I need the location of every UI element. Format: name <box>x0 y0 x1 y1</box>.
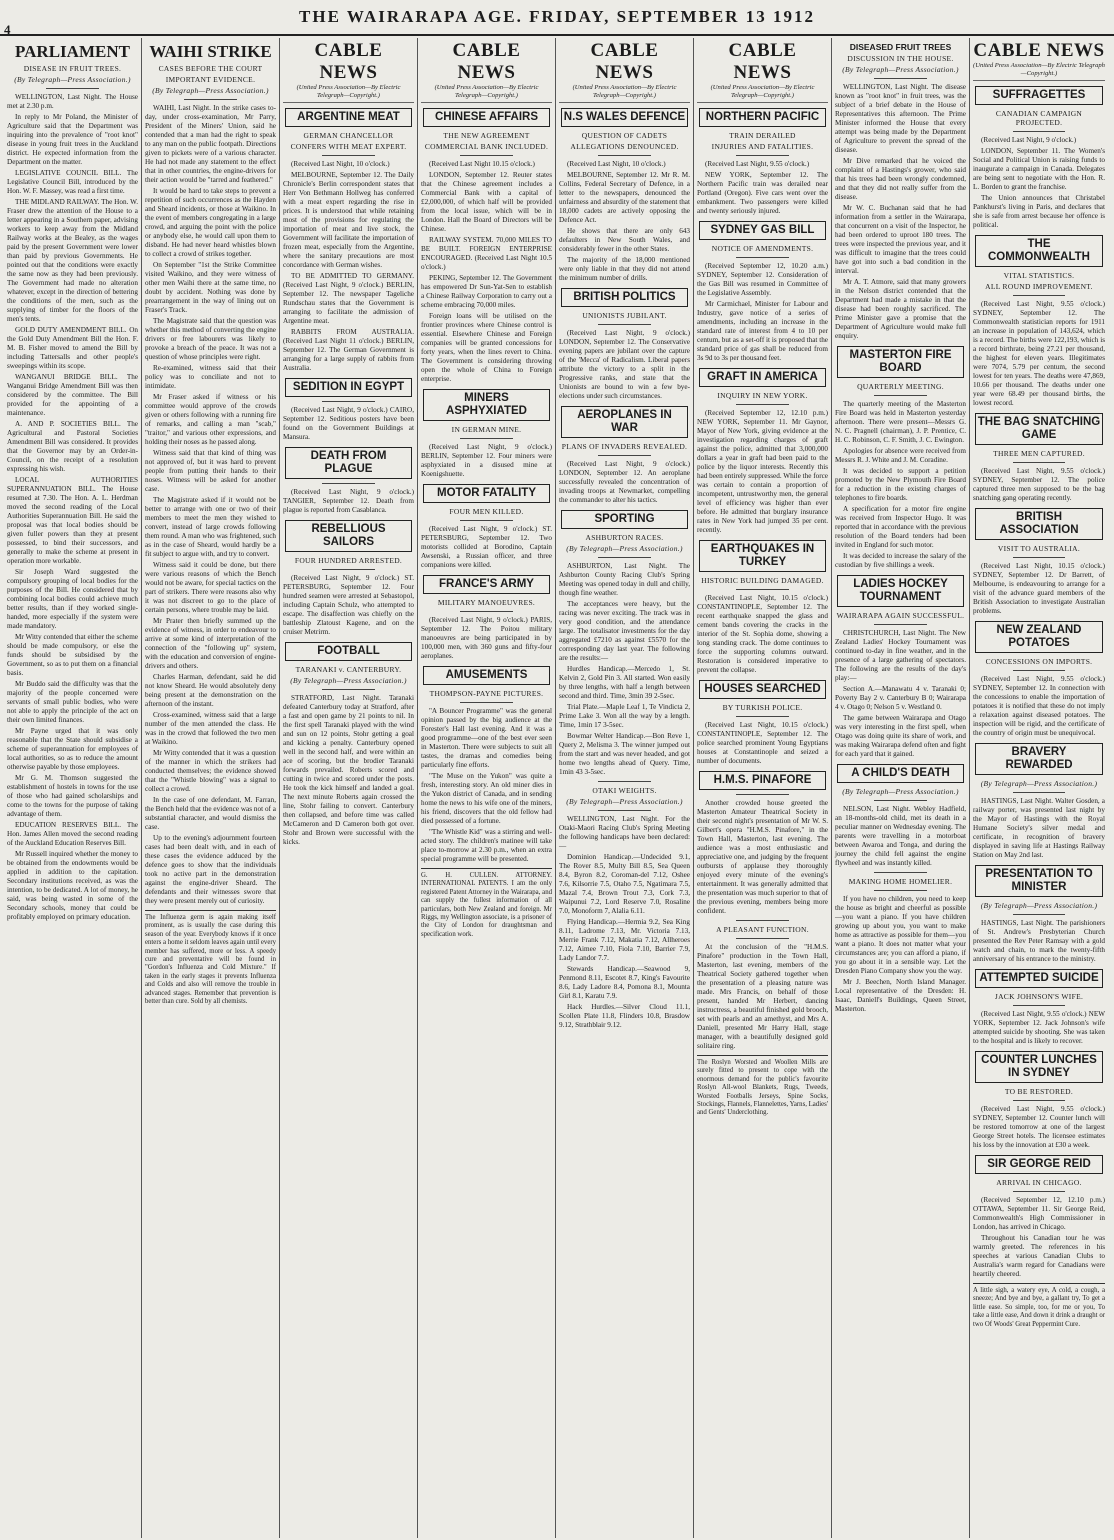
article-paragraph: MELBOURNE, September 12. Mr R. M. Collins, Federal Secretary of Defence, in a letter to the newspapers, denounced the unfairness and absurdity of the statement that 18,000 cadets are actively opposing the Defence Act. <box>559 171 690 224</box>
article-paragraph: Mr Fraser asked if witness or his committee would approve of the crowds given or others following with a running fire of remarks, and calling a man "scab," "traitor," and various other expressions, and holding their noses as he passed along. <box>145 393 276 446</box>
article-paragraph: (Received Last Night, 10 o'clock.) <box>291 160 390 168</box>
article-subheading: TARANAKI v. CANTERBURY. <box>295 665 402 674</box>
article-subheading: ALL ROUND IMPROVEMENT. <box>985 282 1093 291</box>
article-subheading: QUARTERLY MEETING. <box>857 382 944 391</box>
column-7 <box>832 38 970 1538</box>
article-heading: DISEASED FRUIT TREES <box>849 42 952 52</box>
article-paragraph: In reply to Mr Poland, the Minister of Agriculture said that the Department was inquiring into the prevalence of "root knot" disease in young fruit trees in the Auckland district. He expected information from the Department on the matter. <box>7 113 138 166</box>
article-headline: N.S WALES DEFENCE <box>561 108 688 127</box>
article-paragraph: It would be hard to take steps to prevent a repetition of such occurrences as the Hayden and Sheard incidents, or those at Waikino. In the event of members congregating in a large crowd, and arguing the point with the police or anybody else, he would call upon them to disband. He had never heard whistles blown to collect a crowd of strikes together. <box>145 187 276 258</box>
article-paragraph: "A Bouncer Programme" was the general opinion passed by the big audience at the Forester's Hall last evening. And it was a good programme—one of the best ever seen in Masterton. There were subjects to suit all tastes, the dramas and comedies being particularly fine efforts. <box>421 707 552 769</box>
article-paragraph: (Received September 12, 12.10 p.m.) OTTAWA, September 11. Sir George Reid, Commonwealth's High Commissioner in London, has arrived in Chicago. <box>973 1196 1105 1231</box>
article-subheading: PLANS OF INVADERS REVEALED. <box>561 442 688 451</box>
article <box>283 447 414 515</box>
article-subheading: DISCUSSION IN THE HOUSE. <box>847 54 954 63</box>
article-paragraph: (Received Last Night, 9 o'clock.) LONDON, September 12. An aeroplane successfully revealed the concentration of invading troops at Newmarket, compelling the commander to alter his tactics. <box>559 460 690 504</box>
article-subheading: CONCESSIONS ON IMPORTS. <box>985 657 1093 666</box>
article-subheading: JACK JOHNSON'S WIFE. <box>994 992 1084 1001</box>
article-paragraph: Mr Carmichael, Minister for Labour and Industry, gave notice of a series of amendments, including an increase in the standard rate of interest from 4 to 10 per centum, but as a set-off it is proposed that the standard price of gas shall be reduced from 3s 9d to 3s per thousand feet. <box>697 300 828 362</box>
masthead <box>0 0 1114 36</box>
article-headline: ATTEMPTED SUICIDE <box>975 969 1103 988</box>
divider <box>874 78 926 79</box>
article-paragraph: On September "1st the Strike Committee visited Waikino, and they were witness of other men Waihi there at the same time, no doubt by accident. Nothing was done by prearrangement in the way of lining out on Fraser's Track. <box>145 261 276 314</box>
column-6 <box>694 38 832 1538</box>
article-paragraph: STRATFORD, Last Night. Taranaki defeated Canterbury today at Stratford, after a fast and open game by 21 points to nil. In the first spell Taranaki played with the wind and sun on 12 points, Stohr getting a goal and kicking a penalty. Canterbury opened well in the second half, and were within an ace of scoring, but the brodier Taranaki forwards prevailed. Roberts scored and cutting in twice and scored under the posts. He took the kick himself and landed a goal. The next minute Roberts again crossed the line, Stohr failing to convert. Canterbury then collapsed, and before time was called McCameron and D Cameron both got over. Stohr and Brown were successful with the kicks. <box>283 694 414 846</box>
article-paragraph: (Received Last Night, 9 o'clock.) <box>981 136 1077 144</box>
article-paragraph: Mr Witty contended that it was a question of the manner in which the strikers had conducted themselves; the evidence showed that the "Whistle blowing" was a signal to collect a crowd. <box>145 749 276 793</box>
article <box>835 346 966 570</box>
article <box>835 575 966 759</box>
article-subheading: DISEASE IN FRUIT TREES. <box>23 64 122 73</box>
article-paragraph: (Received Last Night, 10.15 o'clock.) CONSTANTINOPLE, September 12. The police searched prominent Young Egyptians houses at Constantinople and seized a number of documents. <box>697 721 828 765</box>
article-headline: LADIES HOCKEY TOURNAMENT <box>837 575 964 607</box>
article-paragraph: EDUCATION RESERVES BILL. The Hon. James Allen moved the second reading of the Auckland Education Reserves Bill. <box>7 821 138 847</box>
article <box>421 575 552 661</box>
press-association-line: (By Telegraph—Press Association.) <box>290 676 407 685</box>
article-paragraph: (Received Last Night, 10 o'clock.) <box>567 160 666 168</box>
divider <box>598 155 650 156</box>
article-paragraph: WELLINGTON, Last Night. For the Otaki-Maori Racing Club's Spring Meeting the following handicaps have been declared:— <box>559 815 690 850</box>
column-1 <box>4 38 142 1538</box>
article <box>283 378 414 442</box>
article-subheading: IN GERMAN MINE. <box>451 425 522 434</box>
article-paragraph: Hack Hurdles.—Silver Cloud 11.1, Scollen Plate 11.8, Flinders 10.8, Brasdow 9.12, Strathblair 9.12. <box>559 1003 690 1029</box>
article <box>973 235 1105 408</box>
divider <box>598 557 650 558</box>
article-paragraph: A. AND P. SOCIETIES BILL. The Agricultural and Pastoral Societies Amendment Bill was considered. It provides that the Governor may by an Order-in-Council, on the receipt of a resolution expressing his wish. <box>7 420 138 473</box>
article-paragraph: Stewards Handicap.—Seawood 9, Penmond 8.11, Escotet 8.7, King's Favourite 8.6, Lady Ladore 8.4, Pomona 8.1, Mounta Girl 8.1, Karatu 7.9. <box>559 965 690 1000</box>
article-subheading: WAIRARAPA AGAIN SUCCESSFUL. <box>836 611 965 620</box>
article-subheading: IMPORTANT EVIDENCE. <box>165 75 256 84</box>
newspaper-title: THE WAIRARAPA AGE. FRIDAY, SEPTEMBER 13 1912 <box>299 7 815 26</box>
article-paragraph: HASTINGS, Last Night. Walter Gosden, a railway porter, was presented last night by the Mayor of Hastings with the Royal Humane Society's silver medal and certificate, in recognition of bravery displayed in saving life at Hastings Railway Station on May 2nd last. <box>973 797 1105 859</box>
article-headline: NORTHERN PACIFIC <box>699 108 826 127</box>
divider <box>874 890 926 891</box>
article-paragraph: It was decided to support a petition promoted by the New Plymouth Fire Board for a reduction in the existing charges of telephones to fire boards. <box>835 467 966 502</box>
article-paragraph: WELLINGTON, Last Night. The House met at 2.30 p.m. <box>7 93 138 110</box>
press-association-line: (By Telegraph—Press Association.) <box>152 86 269 95</box>
article-paragraph: The majority of the 18,000 mentioned were only liable in that they did not attend the minimum number of drills. <box>559 256 690 282</box>
advertisement: A little sigh, a watery eye, A cold, a cough, a sneeze; And bye and bye, a gallant try, To get a little ease. So simple, too, for me or you, To take a little ease, And down it drink a draught or two Of Woods' Great Peppermint Cure. <box>973 1283 1105 1329</box>
article-headline: DEATH FROM PLAGUE <box>285 447 412 479</box>
article-headline: BRAVERY REWARDED <box>975 743 1103 775</box>
article-subheading: ARRIVAL IN CHICAGO. <box>996 1178 1082 1187</box>
article-subheading: HISTORIC BUILDING DAMAGED. <box>701 576 824 585</box>
divider <box>1013 295 1066 296</box>
article-paragraph: Another crowded house greeted the Masterton Amateur Theatrical Society in their second night's presentation of Mr W. S. Gilbert's opera "H.M.S. Pinafore," in the Town Hall, Masterton, last evening. The audience was a most enthusiastic and appreciative one, and judging by the frequent outbursts of applause they thoroughly enjoyed every minute of the evening's entertainment. It was generally admitted that the presentation was much superior to that of the previous evening, members being more confident. <box>697 799 828 915</box>
divider <box>1013 1191 1066 1192</box>
article-paragraph: LEGISLATIVE COUNCIL BILL. The Legislative Council Bill, introduced by the Hon. W. F. Massey, was read a first time. <box>7 169 138 195</box>
article-paragraph: Section A.—Manawatu 4 v. Taranaki 0; Poverty Bay 2 v. Canterbury B 0; Wairarapa 4 v. Otago 0; Nelson 5 v. Westland 0. <box>835 685 966 711</box>
article-paragraph: "The Muse on the Yukon" was quite a fresh, interesting story. An old miner dies in the Yukon district of Canada, and in sending home the news to his wife one of the miners, his friend, discovers that the old fellow had died possessed of a fortune. <box>421 772 552 825</box>
article-headline: THE BAG SNATCHING GAME <box>975 413 1103 445</box>
article-paragraph: Re-examined, witness said that their policy was to conciliate and not to intimidate. <box>145 364 276 390</box>
article-paragraph: HASTINGS, Last Night. The parishioners of St. Andrew's Presbyterian Church presented the Rev Peter Ramsay with a gold watch and chain, to mark the twenty-fifth anniversary of his entrance to the ministry. <box>973 919 1105 963</box>
divider <box>736 920 788 921</box>
article-paragraph: Apologies for absence were received from Messrs R. J. White and J. M. Coradine. <box>835 447 966 464</box>
article-subheading: NOTICE OF AMENDMENTS. <box>711 244 814 253</box>
article-paragraph: Mr Dive remarked that he voiced the complaint of a Hastings's grower, who said that his trees had been wrongly condemned, and that they did not really suffer from the disease. <box>835 157 966 201</box>
divider <box>736 155 788 156</box>
article-heading: CABLE NEWS <box>452 40 521 83</box>
article <box>559 406 690 505</box>
article-paragraph: LONDON, September 12. Reuter states that the Chinese agreement includes a Commercial Bank with a capital of £2,000,000, of which half will be provided from the local issue, which will be in London. Hall the Board of Directors will be Chinese. <box>421 171 552 233</box>
article-paragraph: TO BE ADMITTED TO GERMANY. (Received Last Night, 9 o'clock.) BERLIN, September 12. The newspaper Tageliche Rundschau states that the Government is arranging to facilitate the admission of Argentine meat. <box>283 272 414 325</box>
column-2 <box>142 38 280 1538</box>
article-subheading: MAKING HOME HOMELIER. <box>848 877 953 886</box>
article-paragraph: (Received Last Night, 10.15 o'clock.) CONSTANTINOPLE, September 12. The recent earthquake snapped the glass and cement bands covering the cracks in the interior of the St. Sophia dome, showing a long standing crack. The dome continues to force the supporting columns outward. Restoration is considered imperative to prevent the collapse. <box>697 594 828 674</box>
article-heading: PARLIAMENT <box>15 42 130 61</box>
article-paragraph: If you have no children, you need to keep the house as bright and cheerful as possible—you want a piano. If you have children growing up about you, you want to make home as attractive as possible for them—you want a piano. It does not matter what your circumstances are; you can afford a piano, if you go about it in a sensible way. Let the Dresden Piano Company show you the way. <box>835 895 966 975</box>
article <box>973 508 1105 616</box>
article-headline: AEROPLANES IN WAR <box>561 406 688 438</box>
article-paragraph: GOLD DUTY AMENDMENT BILL. On the Gold Duty Amendment Bill the Hon. F. M. B. Fisher moved to amend the Bill by including Tattersalls and other people's sweepings within its scope. <box>7 326 138 370</box>
article-headline: MINERS ASPHYXIATED <box>423 389 550 421</box>
divider <box>1013 557 1066 558</box>
article-paragraph: Bowmar Welter Handicap.—Bon Reve 1, Query 2, Melisma 3. The winner jumped out from the start and was never headed, and got home two lengths ahead of Query. Time, 1min 43 3-5sec. <box>559 732 690 776</box>
divider <box>460 702 512 703</box>
article-paragraph: In the case of one defendant, M. Farran, the Bench held that the evidence was not of a substantial character, and would dismiss the case. <box>145 796 276 831</box>
article-paragraph: RAILWAY SYSTEM. 70,000 MILES TO BE BUILT. FOREIGN ENTERPRISE ENCOURAGED. (Received Last Night 10.5 o'clock.) <box>421 236 552 271</box>
article <box>835 872 966 1014</box>
article <box>973 1051 1105 1150</box>
article-paragraph: (Received Last Night, 9.55 o'clock.) <box>705 160 810 168</box>
divider <box>322 155 374 156</box>
article-subheading: CONFERS WITH MEAT EXPERT. <box>290 142 407 151</box>
divider <box>184 99 236 100</box>
article-headline: SEDITION IN EGYPT <box>285 378 412 397</box>
article-heading: WAIHI STRIKE <box>149 42 272 61</box>
article-headline: AMUSEMENTS <box>423 666 550 685</box>
article <box>835 764 966 868</box>
article-paragraph: (Received Last Night, 9 o'clock.) CAIRO, September 12. Seditious posters have been found on the Government Buildings at Mansura. <box>283 406 414 441</box>
article-headline: BRITISH POLITICS <box>561 288 688 307</box>
article-subheading: CANADIAN CAMPAIGN PROJECTED. <box>995 109 1083 127</box>
press-association-line: (United Press Association—By Electric Telegraph—Copyright.) <box>421 84 552 103</box>
press-association-line: (By Telegraph—Press Association.) <box>566 797 683 806</box>
divider <box>1013 131 1066 132</box>
article-subheading: TRAIN DERAILED <box>729 131 796 140</box>
advertisement: G. H. CULLEN. ATTORNEY. INTERNATIONAL PATENTS. I am the only registered Patent Attorney in the Wairarapa, and can supply the fullest information of all particulars, both New Zealand and foreign. Mr Riggs, my Wellington associate, is a prisoner of the City of London for draughtsman and specification work. <box>421 868 552 939</box>
article-subheading: UNIONISTS JUBILANT. <box>582 311 667 320</box>
article-paragraph: Mr J. Beechen, North Island Manager. Local representative of the Dresden: H. Isaac, Daniell's Buildings, Queen Street, Masterton. <box>835 978 966 1013</box>
divider <box>874 624 926 625</box>
article <box>697 920 828 1051</box>
article-subheading: VITAL STATISTICS. <box>1003 271 1075 280</box>
article-paragraph: (Received Last Night, 9.55 o'clock.) SYDNEY, September 12. In connection with the concessions to enable the importation of potatoes it is notified that these do not imply a relaxation against diseased potatoes. The inspection will be rigid, and the certificate of the country of origin must be unequivocal. <box>973 675 1105 737</box>
article-paragraph: Hurdles Handicap.—Mercedo 1, St. Kelvin 2, Gold Pin 3. All started. Won easily by three lengths, with half a length between second and third. Time, 3min 39 2-5sec. <box>559 665 690 700</box>
article-paragraph: Witness said that that kind of thing was not approved of, but it was hard to prevent people from putting their hands to their noses. Witness will be asked for another case. <box>145 449 276 493</box>
column-5 <box>556 38 694 1538</box>
column-3 <box>280 38 418 1538</box>
article-subheading: QUESTION OF CADETS <box>581 131 668 140</box>
column-8 <box>970 38 1108 1538</box>
advertisement: The Roslyn Worsted and Woollen Mills are surely fitted to present to cope with the enormous demand for the public's favourite Roslyn All-wool Blankets, Rugs, Tweeds, Worsted Footballs Jerseys, Spine Socks, Stockings, Flannels, Flannelettes, Yarns, Ladies' and Gents' Underclothing. <box>697 1055 828 1118</box>
article <box>697 680 828 766</box>
article-paragraph: The quarterly meeting of the Masterton Fire Board was held in Masterton yesterday afternoon. There were present—Messrs G. N. C. Pragnell (chairman), J. P. Prentice, C. H. C. Robinson, C. F. Smith, J. C. Ewington. <box>835 400 966 444</box>
article <box>421 666 552 864</box>
article-subheading: TO BE RESTORED. <box>1004 1087 1074 1096</box>
article <box>973 621 1105 738</box>
article-paragraph: (Received Last Night, 9 o'clock.) TANGIER, September 12. Death from plague is reported from Casablanca. <box>283 488 414 514</box>
article <box>421 389 552 479</box>
divider <box>1013 670 1066 671</box>
divider <box>874 800 926 801</box>
article <box>145 42 276 906</box>
press-association-line: (United Press Association—By Electric Telegraph—Copyright.) <box>697 84 828 103</box>
article-paragraph: Mr W. C. Buchanan said that he had information from a settler in the Wairarapa, that concurrent on a visit of the Inspector, he had been ordered to uproot 180 trees. The trees were inspected the previous year, and it was difficult to imagine that the trees could have got into such a bad condition in the interval. <box>835 204 966 275</box>
article-paragraph: Mr Buddo said the difficulty was that the majority of the people concerned were servants of small public bodies, who were not able to apply the principle of the act on their own limited finances. <box>7 680 138 724</box>
article-paragraph: The game between Wairarapa and Otago was very interesting in the first spell, when Otago was doing quite its share of work, and was making Wairarapa defend often and fight for each yard that it gained. <box>835 714 967 758</box>
article <box>283 642 414 847</box>
article-paragraph: MELBOURNE, September 12. The Daily Chronicle's Berlin correspondent states that Herr Von Bethmann Hollweg has conferred with a meat expert regarding the rise in prices. It is understood that while retaining most of the provisions for regulating the importation of meat and live stock, the Government will facilitate the importation of frozen meat, especially from the Argentine, where the sanitary precautions are most concordance with German wishes. <box>283 171 414 269</box>
article-paragraph: The Magistrate said that the question was whether this method of converting the engine drivers or free labourers was likely to provoke a breach of the peace. It was not a question of whose principles were right. <box>145 317 276 361</box>
article-subheading: FOUR MEN KILLED. <box>449 507 524 516</box>
article <box>973 1155 1105 1279</box>
newspaper-columns <box>4 38 1110 1538</box>
article-headline: SYDNEY GAS BILL <box>699 221 826 240</box>
article-paragraph: (Received Last Night, 9 o'clock.) LONDON, September 12. The Conservative evening papers are jubilant over the capture of the 'Mecca' of Radicalism. Liberal papers attribute the victory to a split in the Progressive ranks, and state that the Unionists are bound to win a few bye-elections under such circumstances. <box>559 329 690 400</box>
article <box>973 40 1105 230</box>
article-subheading: THOMPSON-PAYNE PICTURES. <box>429 689 544 698</box>
article-subheading: BY TURKISH POLICE. <box>722 703 803 712</box>
article-paragraph: NEW YORK, September 12. The Northern Pacific train was derailed near Portland (Oregon). Five cars went over the embankment. Two passengers were killed and twenty seriously injured. <box>697 171 828 215</box>
article-paragraph: Cross-examined, witness said that a large number of the men attended the class. He was in the crowd that followed the two men at Waikino. <box>145 711 276 746</box>
article-paragraph: (Received Last Night, 9.55 o'clock.) NEW YORK, September 12. Jack Johnson's wife attempted suicide by shooting. She was taken to the hospital and is likely to recover. <box>973 1010 1105 1045</box>
article-paragraph: Mr Payne urged that it was only reasonable that the State should subsidise a scheme of superannuation for employees of local authorities, so as to reduce the amount otherwise payable by those employees. <box>7 727 138 771</box>
article-paragraph: (Received Last Night, 9.55 o'clock.) SYDNEY, September 12. The police captured three men supposed to be the bag snatching gang operating recently. <box>973 467 1105 502</box>
press-association-line: (United Press Association—By Electric Telegraph—Copyright.) <box>559 84 690 103</box>
divider <box>736 589 788 590</box>
article-paragraph: (Received Last Night 10.15 o'clock.) <box>429 160 535 168</box>
divider <box>598 810 650 811</box>
article-paragraph: The acceptances were heavy, but the racing was never exciting. The track was in very good condition, and the attendance large. The totalisator investments for the day aggregated £7210 as against £5570 for the corresponding day last year. The following are the results:— <box>559 600 690 662</box>
article-headline: SPORTING <box>561 510 688 529</box>
article-paragraph: (Received September 12, 10.20 a.m.) SYDNEY, September 12. Consideration of the Gas Bill was resumed in Committee of the Legislative Assembly. <box>697 262 828 297</box>
article-paragraph: The Magistrate asked if it would not be better to arrange with one or two of their members to meet the men they wished to convert, instead of large crowds following them round. A man who was frightened, such as in the case of Sheard, would hardly be a fit subject to argue with, and try to convert. <box>145 496 276 558</box>
divider <box>874 395 926 396</box>
article-paragraph: Flying Handicap.—Hermia 9.2, Sea King 8.11, Ladrome 7.13, Mr. Victoria 7.13, Merrie Frank 7.12, Makatia 7.12, Allheroes 7.12, Aimee 7.10, Fiola 7.10, Barrier 7.9, Lady Landor 7.7. <box>559 918 690 962</box>
article-paragraph: Foreign loans will be utilised on the frontier provinces where Chinese control is essential. Elsewhere Chinese and Foreign companies will be granted concessions for forty years, when the lines revert to China. The Government is considering throwing open the whole of China to Foreign enterprise. <box>421 312 552 383</box>
article-paragraph: CHRISTCHURCH, Last Night. The New Zealand Ladies' Hockey Tournament was continued to-day in fine weather, and in the presence of a large gathering of spectators. The following are the results of the day's play:— <box>835 629 966 682</box>
article-paragraph: (Received Last Night, 9 o'clock.) PARIS, September 12. The Poitou military manoeuvres are being participated in by 100,000 men, with 360 guns and fifty-four aeroplanes. <box>421 616 552 660</box>
article-paragraph: RABBITS FROM AUSTRALIA. (Received Last Night 11 o'clock.) BERLIN, September 12. The German Government is arranging for a large supply of rabbits from Australia. <box>283 328 414 372</box>
article-headline: GRAFT IN AMERICA <box>699 368 826 387</box>
divider <box>736 938 788 939</box>
divider <box>46 88 98 89</box>
article-headline: REBELLIOUS SAILORS <box>285 520 412 552</box>
divider <box>1013 792 1066 793</box>
article-headline: ARGENTINE MEAT <box>285 108 412 127</box>
article <box>973 413 1105 503</box>
article-paragraph: WELLINGTON, Last Night. The disease known as "root knot" in fruit trees, was the subject of a brief debate in the House of Representatives this afternoon. The Prime Minister informed the House that every attempt was being made by the Department of Agriculture to prevent the spread of the disease. <box>835 83 966 154</box>
article-headline: FOOTBALL <box>285 642 412 661</box>
article-headline: H.M.S. PINAFORE <box>699 771 826 790</box>
article-headline: COUNTER LUNCHES IN SYDNEY <box>975 1051 1103 1083</box>
press-association-line: (United Press Association—By Electric Telegraph—Copyright.) <box>283 84 414 103</box>
article <box>973 969 1105 1046</box>
divider <box>322 689 374 690</box>
article-subheading: THREE MEN CAPTURED. <box>993 449 1085 458</box>
article-heading: CABLE NEWS <box>590 40 659 83</box>
article-paragraph: Charles Harman, defendant, said he did not know Sheard. He would absolutely deny being present at the demonstration on the afternoon of the instant. <box>145 673 276 708</box>
article <box>973 865 1105 964</box>
article-subheading: OTAKI WEIGHTS. <box>592 786 657 795</box>
article-heading: CABLE NEWS <box>728 40 797 83</box>
column-4 <box>418 38 556 1538</box>
article-paragraph: NELSON, Last Night. Webley Hadfield, an 18-months-old child, met its death in a peculiar manner on Wednesday evening. The parents were travelling in a motorboat between Awaroa and Tonga, and during the journey the child fell against the engine flywheel and was instantly killed. <box>835 805 966 867</box>
article-headline: PRESENTATION TO MINISTER <box>975 865 1103 897</box>
article-paragraph: (Received Last Night, 9 o'clock.) BERLIN, September 12. Four miners were asphyxiated in a disused mine at Koenigshuette. <box>421 443 552 478</box>
article-paragraph: (Received Last Night, 9.55 o'clock.) SYDNEY, September 12. The Commonwealth statistician reports for 1911 an increase in population of 143,624, which is a record. The births were 122,193, which is a record birthrate, being 27.21 per thousand, the highest for eleven years. Illegitimates were 7074, 5.79 per centum, the second lowest for ten years. The deaths were 47,869, 10.66 per thousand. The deaths under one year were 68.49 per thousand births, the lowest record. <box>973 300 1105 407</box>
article-subheading: THE NEW AGREEMENT <box>443 131 530 140</box>
divider <box>322 569 374 570</box>
divider <box>460 155 512 156</box>
divider <box>460 520 512 521</box>
press-association-line: (United Press Association—By Electric Telegraph—Copyright.) <box>973 62 1105 81</box>
divider <box>1013 462 1066 463</box>
article-paragraph: (Received Last Night, 9 o'clock.) ST. PETERSBURG, September 12. Four hundred seamen were arrested at Sebastopol, including Captain Schulz, who attempted to escape. The disaffection was chiefly on the battleship Zlatoust Kagene, and on the cruiser Metrirm. <box>283 574 414 636</box>
article-paragraph: A specification for a motor fire engine was received from Inspector Hugo. It was reported that in accordance with the previous resolution of the Board tenders had been invited in England for such motor. <box>835 505 966 549</box>
article-paragraph: LOCAL AUTHORITIES SUPERANNUATION BILL. The House resumed at 7.30. The Hon. A. L. Herdman moved the second reading of the Local Authorities Superannuation Bill. He said the proposal was that local bodies should be given fuller powers than they at present possessed, to bind their successors, and generally to make the scheme at present in operation more workable. <box>7 476 138 565</box>
article-paragraph: It was decided to increase the salary of the custodian by five shillings a week. <box>835 552 966 569</box>
article-headline: HOUSES SEARCHED <box>699 680 826 699</box>
article-paragraph: (Received September 12, 12.10 p.m.) NEW YORK, September 11. Mr Gaynor, Mayor of New York, giving evidence at the investigation regarding charges of graft against the police, admitted that 3,000,000 dollars a year in graft had been paid to the police by the liquor interests. Recently this had been entirely suppressed. While the force was certain to contain a proportion of incompetent, untrustworthy men, the general level of efficiency was higher than ever before. He admitted that burglary insurance rates in New York had jumped 35 per cent. recently. <box>697 409 828 534</box>
article <box>559 781 690 1030</box>
divider <box>460 438 512 439</box>
article-subheading: A PLEASANT FUNCTION. <box>716 925 809 934</box>
article <box>835 42 966 341</box>
article-paragraph: WANGANUI BRIDGE BILL. The Wanganui Bridge Amendment Bill was then considered by the committee. The Bill provided for the appointing of a maintenance. <box>7 373 138 417</box>
divider <box>736 716 788 717</box>
article <box>697 368 828 535</box>
divider <box>736 404 788 405</box>
article <box>283 40 414 373</box>
article-headline: A CHILD'S DEATH <box>837 764 964 783</box>
article-paragraph: Sir Joseph Ward suggested the compulsory grouping of local bodies for the purposes of the Bill. He considered that by combining local bodies could achieve much better results, than if they worked single-handed, more especially if the system were made mandatory. <box>7 568 138 630</box>
article <box>697 40 828 216</box>
article-paragraph: The Union announces that Christabel Pankhurst's living in Paris, and declares that she is safe from arrest because her offence is political. <box>973 194 1105 229</box>
article-paragraph: Trial Plate.—Maple Leaf 1, Te Vindicta 2, Prime Lake 3. Won all the way by a length. Time, 1min 17 3-5sec. <box>559 703 690 729</box>
article-subheading: FOUR HUNDRED ARRESTED. <box>294 556 403 565</box>
article-paragraph: Witness said it could be done, but there were various reasons of which the Bench would not be aware, for special tactics on the part of strikers. There were reasons also why it was not discreet to go to the place of certain persons, where trouble may be laid. <box>145 561 276 614</box>
divider <box>1013 914 1066 915</box>
article <box>421 484 552 570</box>
article <box>697 221 828 363</box>
divider <box>322 483 374 484</box>
article-paragraph: LONDON, September 11. The Women's Social and Political Union is raising funds to inaugurate a campaign in Canada. Delegates are being sent to negotiate with the Hon. R. L. Borden to grant the franchise. <box>973 147 1105 191</box>
divider <box>460 611 512 612</box>
divider <box>736 794 788 795</box>
article-paragraph: Up to the evening's adjournment fourteen cases had been dealt with, and in each of these cases the evidence adduced by the defence goes to show that the individuals took no active part in the demonstration against the engine-driver Sheard. The defendants and their witnesses swore that they were present merely out of curiosity. <box>145 834 276 905</box>
article-headline: MOTOR FATALITY <box>423 484 550 503</box>
article-paragraph: THE MIDLAND RAILWAY. The Hon. W. Fraser drew the attention of the House to a letter appearing in a Southern paper, advising workers to keep away from the Midland Railway works at the Bealey, as the wages paid by the present Government were lower than paid by previous Governments. He pointed out that the conditions were exactly the same now as they had been previously. The Government had made no alteration whatever, except in the direction of bettering the conditions of the men, such as the supplying of timber for the floors of the men's tents. <box>7 198 138 323</box>
article <box>559 288 690 401</box>
article-paragraph: WAIHI, Last Night. In the strike cases to-day, under cross-examination, Mr Parry, President of the Miners' Union, said he contended that a man had the right to speak to any man on the public footpath. Directions given to pickets were of a various character. He had not made any statement to the effect that in other countries, the engine-drivers for their action would be "tarred and feathered." <box>145 104 276 184</box>
press-association-line: (By Telegraph—Press Association.) <box>842 65 959 74</box>
article-headline: SUFFRAGETTES <box>975 86 1103 105</box>
article <box>559 40 690 283</box>
divider <box>1013 1100 1066 1101</box>
article-heading: CABLE NEWS <box>314 40 383 83</box>
article-headline: FRANCE'S ARMY <box>423 575 550 594</box>
article-headline: NEW ZEALAND POTATOES <box>975 621 1103 653</box>
article-subheading: VISIT TO AUSTRALIA. <box>997 544 1081 553</box>
article-heading: CABLE NEWS <box>973 40 1105 61</box>
article-paragraph: Mr Prater then briefly summed up the evidence of witness, in order to endeavour to arrive at some kind of interpretation of the connection of the "following up" system, with the education and conversion of engine-drivers and others. <box>145 617 276 670</box>
article-paragraph: "The Whistle Kid" was a stirring and well-acted story. The children's matinee will take place to-morrow at 2.30 p.m., when an extra special programme will be presented. <box>421 828 552 863</box>
article-paragraph: ASHBURTON, Last Night. The Ashburton County Racing Club's Spring Meeting was opened today in dull and chilly, though fine weather. <box>559 562 690 597</box>
article-paragraph: (Received Last Night, 9 o'clock.) ST. PETERSBURG, September 12. Two motorists collided at Borodino, Captain Awsenski, a Russian officer, and three companions were killed. <box>421 525 552 569</box>
article-paragraph: Mr Russell inquired whether the money to be obtained from the endowments would be applied in addition to the capitation. Secondary institutions received, as was the intention, to be dedicated. A lot of money, he said, was being wasted in some of the Secondary schools, money that could be profitably employed on primary education. <box>7 850 138 921</box>
article-headline: THE COMMONWEALTH <box>975 235 1103 267</box>
article-paragraph: Throughout his Canadian tour he was warmly greeted. The references in his speeches at various Canadian Clubs to Australia's warm regard for Canadians were heartily cheered. <box>973 1234 1105 1278</box>
press-association-line: (By Telegraph—Press Association.) <box>980 901 1098 910</box>
divider <box>322 401 374 402</box>
article-paragraph: Mr G. M. Thomson suggested the establishment of hostels in towns for the use of those who had gained scholarships and come to the towns for the purpose of taking advantage of them. <box>7 774 138 818</box>
press-association-line: (By Telegraph—Press Association.) <box>842 787 959 796</box>
article-headline: SIR GEORGE REID <box>975 1155 1103 1174</box>
article-paragraph: (Received Last Night, 10.15 o'clock.) SYDNEY, September 12. Dr Barrett, of Melbourne, is endeavouring to arrange for a visit of the advance guard members of the British Association to investigate Australian problems. <box>973 562 1105 615</box>
page-number: 4 <box>4 22 11 37</box>
article-paragraph: PEKING, September 12. The Government has empowered Dr Sun-Yat-Sen to establish a Chinese Railway Corporation to carry out a scheme embracing 70,000 miles. <box>421 274 552 309</box>
article-headline: EARTHQUAKES IN TURKEY <box>699 540 826 572</box>
article-subheading: ALLEGATIONS DENOUNCED. <box>570 142 679 151</box>
article-paragraph: At the conclusion of the "H.M.S. Pinafore" production in the Town Hall, Masterton, last evening, members of the Theatrical Society gathered together when the presentation of a pleasing nature was made. Mrs Francis, on behalf of those present, handed Mr Herbert, dancing instructress, a beautiful finished gold brooch, set with pearls and an amethyst, and Mrs A. Daniell, presented Mr Harry Hall, stage manager, with a beautifully designed gold solitaire ring. <box>697 943 828 1050</box>
article-paragraph: Dominion Handicap.—Undecided 9.1, The Rover 8.5, Multy Bill 8.5, Sea Queen 8.4, Byron 8.2, Coroman-del 7.12, Oshee 7.6, Kilsorrie 7.5, Otaho 7.5, Ngatimara 7.5, Mazal 7.4, Brown Trout 7.3, Cork 7.3, Waipunui 7.2, Lord Reserve 7.0, Rosaline 7.0, Monoform 7, Alalia 6.11. <box>559 853 690 915</box>
divider <box>1013 1005 1066 1006</box>
article <box>283 520 414 637</box>
article <box>697 540 828 675</box>
article-subheading: INQUIRY IN NEW YORK. <box>717 391 808 400</box>
article-subheading: CASES BEFORE THE COURT <box>158 64 263 73</box>
article-paragraph: He shows that there are only 643 defaulters in New South Wales, and considerably fewer in the other States. <box>559 227 690 253</box>
divider <box>736 257 788 258</box>
article <box>973 743 1105 860</box>
article <box>7 42 138 922</box>
divider <box>598 781 650 782</box>
article-headline: CHINESE AFFAIRS <box>423 108 550 127</box>
article <box>559 510 690 777</box>
advertisement: The Influenza germ is again making itself prominent, as is usually the case during this season of the year. Everybody knows if it once enters a home it seldom leaves again until every member has suffered, more or less. A speedy cure and preventative will be found in "Gordon's Influenza and Cold Mixture." If taken in the early stages it prevents Influenza and Colds and also will remove the trouble in advanced stages. Remember that prevention is better than cure. Sold by all chemists. <box>145 910 276 1006</box>
article-paragraph: Mr A. T. Atmore, said that many growers in the Nelson district contended that the Department had made a mistake in that the disease had been roughly sacrificed. The Prime Minister gave a promise that the Department of Agriculture would make full enquiry. <box>835 278 966 340</box>
press-association-line: (By Telegraph—Press Association.) <box>980 779 1098 788</box>
article-subheading: COMMERCIAL BANK INCLUDED. <box>424 142 549 151</box>
press-association-line: (By Telegraph—Press Association.) <box>566 544 683 553</box>
article-headline: MASTERTON FIRE BOARD <box>837 346 964 378</box>
article-paragraph: (Received Last Night, 9.55 o'clock.) SYDNEY, September 12. Counter lunch will be restored tomorrow at one of the largest George Street hotels. The licensee estimates his loss by the innovation at £30 a week. <box>973 1105 1105 1149</box>
article <box>421 40 552 384</box>
divider <box>874 872 926 873</box>
article-headline: BRITISH ASSOCIATION <box>975 508 1103 540</box>
divider <box>598 324 650 325</box>
press-association-line: (By Telegraph—Press Association.) <box>14 75 131 84</box>
article-subheading: GERMAN CHANCELLOR <box>303 131 394 140</box>
article-subheading: INJURIES AND FATALITIES. <box>711 142 814 151</box>
article <box>697 771 828 916</box>
article-paragraph: Mr Witty contended that either the scheme should be made compulsory, or else the funds should be subsidised by the Government, so as to put them on a financial basis. <box>7 633 138 677</box>
article-subheading: MILITARY MANOEUVRES. <box>437 598 536 607</box>
divider <box>598 455 650 456</box>
article-subheading: ASHBURTON RACES. <box>585 533 664 542</box>
